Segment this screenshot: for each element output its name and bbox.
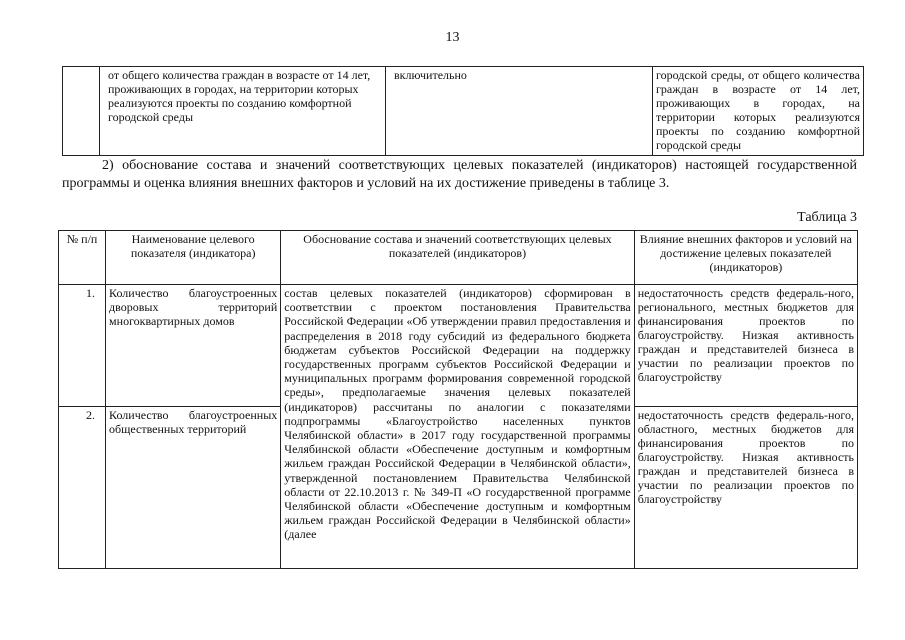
row-indicator-name: Количество благоустроенных общественных территорий [106, 407, 281, 569]
row-external-influence: недостаточность средств федераль-ного, регионального, местных бюджетов для финансирования проектов по благоустройству. Низкая активность граждан и представителей бизнеса в участии по реализации проектов по благоустройству [634, 285, 857, 407]
row-indicator-name: Количество благоустроенных дворовых территорий многоквартирных домов [106, 285, 281, 407]
continued-table [62, 66, 864, 156]
header-external-influence: Влияние внешних факторов и условий на достижение целевых показателей (индикаторов) [634, 231, 857, 285]
table-row [63, 67, 864, 156]
row-number: 2. [59, 407, 106, 569]
body-paragraph: 2) обоснование состава и значений соответствующих целевых показателей (индикаторов) настоящей государственной программы и оценка влияния внешних факторов и условий на их достижение приведены в таблице 3. [62, 158, 857, 191]
row-external-influence: недостаточность средств федераль-ного, областного, местных бюджетов для финансирования проектов по благоустройству. Низкая активность граждан и представителей бизнеса в участии по реализации проектов по благоустройству [634, 407, 857, 569]
table-row [59, 285, 858, 407]
page-number: 13 [445, 30, 460, 45]
table-3 [58, 230, 858, 569]
table-cell-number [63, 67, 100, 156]
table-header-row [59, 231, 858, 285]
row-number: 1. [59, 285, 106, 407]
header-indicator-name: Наименование целевого показателя (индикатора) [106, 231, 281, 285]
table-caption: Таблица 3 [797, 210, 857, 225]
table-cell-indicator-text: от общего количества граждан в возрасте от 14 лет, проживающих в городах, на территории которых реализуются проекты по созданию комфортной городской среды [100, 67, 386, 156]
header-number: № п/п [59, 231, 106, 285]
header-justification: Обоснование состава и значений соответствующих целевых показателей (индикаторов) [281, 231, 634, 285]
table-cell-value: включительно [386, 67, 653, 156]
table-cell-description: городской среды, от общего количества граждан в возрасте от 14 лет, проживающих в городах, на территории которых реализуются проекты по созданию комфортной городской среды [653, 67, 864, 156]
row-justification: состав целевых показателей (индикаторов) сформирован в соответствии с проектом постановления Правительства Российской Федерации «Об утверждении правил предоставления и распределения в 2018 году субсидий из федерального бюджета бюджетам субъектов Российской Федерации на поддержку государственных программ субъектов Российской Федерации и муниципальных программ формирования современной городской среды», предполагаемые значения целевых показателей (индикаторов) рассчитаны по аналогии с показателями подпрограммы «Благоустройство населенных пунктов Челябинской области» в 2017 году государственной программы Челябинской области «Обеспечение доступным и комфортным жильем граждан Российской Федерации в Челябинской области», утвержденной постановлением Правительства Челябинской области от 22.10.2013 г. № 349-П «О государственной программе Челябинской области «Обеспечение доступным и комфортным жильем граждан Российской Федерации в Челябинской области» (далее [281, 285, 634, 569]
